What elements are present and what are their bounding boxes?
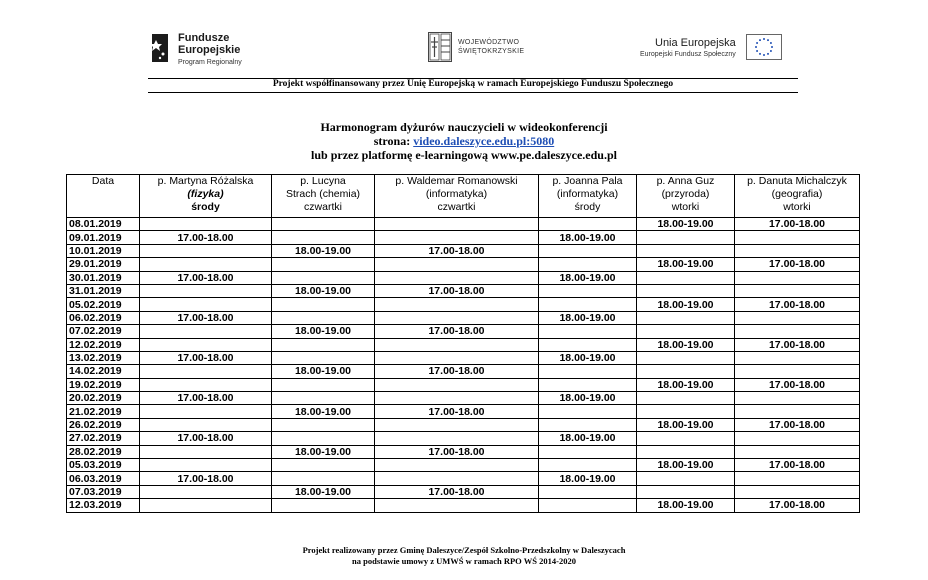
swietokrzyskie-crest-icon xyxy=(428,32,452,62)
date-cell: 08.01.2019 xyxy=(67,218,140,231)
duty-hours-cell xyxy=(140,298,272,311)
duty-hours-cell: 17.00-18.00 xyxy=(140,271,272,284)
heading-title: Harmonogram dyżurów nauczycieli w wideokonferencji xyxy=(320,120,608,134)
duty-hours-cell xyxy=(637,231,735,244)
duty-hours-cell xyxy=(272,271,375,284)
table-body xyxy=(67,218,860,513)
table-header-row xyxy=(67,175,860,218)
duty-hours-cell xyxy=(140,258,272,271)
duty-hours-cell: 18.00-19.00 xyxy=(637,418,735,431)
table-row xyxy=(67,244,860,257)
duty-hours-cell xyxy=(539,298,637,311)
duty-hours-cell: 17.00-18.00 xyxy=(140,351,272,364)
duty-hours-cell xyxy=(735,472,860,485)
table-row xyxy=(67,325,860,338)
duty-hours-cell xyxy=(637,311,735,324)
column-header-line: czwartki xyxy=(437,201,476,213)
eu-star xyxy=(763,38,765,40)
table-row xyxy=(67,284,860,297)
duty-hours-cell xyxy=(140,485,272,498)
duty-hours-cell xyxy=(637,432,735,445)
eu-star xyxy=(756,50,758,52)
duty-hours-cell xyxy=(637,445,735,458)
duty-hours-cell xyxy=(272,499,375,512)
duty-hours-cell xyxy=(140,325,272,338)
ue-logo-line2: Europejski Fundusz Społeczny xyxy=(640,50,736,58)
table-row xyxy=(67,231,860,244)
duty-hours-cell xyxy=(735,365,860,378)
duty-hours-cell xyxy=(272,392,375,405)
duty-hours-cell: 18.00-19.00 xyxy=(539,271,637,284)
column-header-line: p. Joanna Pala xyxy=(552,175,623,187)
duty-hours-cell xyxy=(272,231,375,244)
duty-hours-cell xyxy=(735,244,860,257)
logo-bar xyxy=(0,28,928,78)
duty-hours-cell xyxy=(539,258,637,271)
duty-hours-cell: 17.00-18.00 xyxy=(735,338,860,351)
date-cell: 13.02.2019 xyxy=(67,351,140,364)
duty-hours-cell xyxy=(735,405,860,418)
duty-hours-cell xyxy=(272,418,375,431)
duty-hours-cell xyxy=(735,271,860,284)
duty-hours-cell xyxy=(140,378,272,391)
date-cell: 28.02.2019 xyxy=(67,445,140,458)
duty-hours-cell xyxy=(539,378,637,391)
eu-star xyxy=(770,50,772,52)
eu-star xyxy=(759,39,761,41)
duty-hours-cell xyxy=(539,405,637,418)
duty-hours-cell xyxy=(375,218,539,231)
document-heading xyxy=(0,120,928,162)
duty-hours-cell: 17.00-18.00 xyxy=(735,298,860,311)
duty-hours-cell: 18.00-19.00 xyxy=(272,325,375,338)
duty-hours-cell xyxy=(272,311,375,324)
duty-hours-cell: 17.00-18.00 xyxy=(375,445,539,458)
column-header-line: (przyroda) xyxy=(661,188,710,200)
eu-star xyxy=(755,46,757,48)
duty-hours-cell xyxy=(539,284,637,297)
footer-line2: na podstawie umowy z UMWŚ w ramach RPO WŚ 2014-2020 xyxy=(352,556,576,566)
footer-line1: Projekt realizowany przez Gminę Daleszyce/Zespół Szkolno-Przedszkolny w Daleszycach xyxy=(302,545,626,555)
table-row xyxy=(67,258,860,271)
duty-hours-cell xyxy=(375,378,539,391)
duty-hours-cell xyxy=(272,351,375,364)
table-row xyxy=(67,338,860,351)
eu-flag-icon xyxy=(746,34,782,60)
duty-hours-cell xyxy=(539,218,637,231)
column-header xyxy=(67,175,140,218)
duty-hours-cell: 18.00-19.00 xyxy=(539,351,637,364)
duty-hours-cell xyxy=(539,418,637,431)
duty-hours-cell: 18.00-19.00 xyxy=(637,298,735,311)
date-cell: 19.02.2019 xyxy=(67,378,140,391)
duty-hours-cell: 17.00-18.00 xyxy=(375,244,539,257)
fe-logo-line2: Europejskie xyxy=(178,44,241,56)
heading-website-line xyxy=(0,134,928,148)
ue-logo-line1: Unia Europejska xyxy=(655,36,736,49)
duty-hours-cell xyxy=(272,378,375,391)
duty-hours-cell: 18.00-19.00 xyxy=(539,432,637,445)
duty-hours-cell: 18.00-19.00 xyxy=(539,231,637,244)
eu-star xyxy=(763,54,765,56)
column-header xyxy=(272,175,375,218)
duty-hours-cell: 18.00-19.00 xyxy=(539,311,637,324)
date-cell: 06.02.2019 xyxy=(67,311,140,324)
table-row xyxy=(67,351,860,364)
duty-hours-cell: 17.00-18.00 xyxy=(735,459,860,472)
date-cell: 07.03.2019 xyxy=(67,485,140,498)
table-row xyxy=(67,418,860,431)
duty-hours-cell xyxy=(637,485,735,498)
date-cell: 05.03.2019 xyxy=(67,459,140,472)
eu-star xyxy=(767,39,769,41)
swietokrzyskie-logo xyxy=(428,32,524,62)
eu-star xyxy=(759,53,761,55)
fundusze-europejskie-logo xyxy=(148,32,242,69)
duty-hours-cell xyxy=(375,432,539,445)
duty-hours-cell xyxy=(539,338,637,351)
duty-hours-cell xyxy=(140,338,272,351)
duty-hours-cell: 18.00-19.00 xyxy=(272,365,375,378)
duty-hours-cell xyxy=(735,392,860,405)
date-cell: 09.01.2019 xyxy=(67,231,140,244)
date-cell: 30.01.2019 xyxy=(67,271,140,284)
duty-hours-cell: 18.00-19.00 xyxy=(272,445,375,458)
duty-hours-cell xyxy=(735,485,860,498)
duty-hours-cell xyxy=(637,392,735,405)
duty-hours-cell xyxy=(375,338,539,351)
column-header-line: środy xyxy=(191,201,220,213)
duty-hours-cell: 17.00-18.00 xyxy=(735,499,860,512)
column-header-line: wtorki xyxy=(671,201,700,213)
column-header-line: Strach (chemia) xyxy=(285,188,361,200)
duty-hours-cell xyxy=(272,472,375,485)
table-row xyxy=(67,445,860,458)
eu-star xyxy=(770,42,772,44)
heading-platform-line: lub przez platformę e-learningową www.pe.daleszyce.edu.pl xyxy=(311,148,617,162)
duty-hours-cell xyxy=(637,365,735,378)
duty-hours-cell: 17.00-18.00 xyxy=(140,472,272,485)
duty-hours-cell xyxy=(272,338,375,351)
duty-hours-cell: 18.00-19.00 xyxy=(637,378,735,391)
duty-hours-cell xyxy=(375,258,539,271)
date-cell: 07.02.2019 xyxy=(67,325,140,338)
heading-website-prefix: strona: xyxy=(373,134,414,148)
header-bottom-rule xyxy=(148,92,798,93)
duty-hours-cell: 17.00-18.00 xyxy=(375,485,539,498)
duty-hours-cell: 18.00-19.00 xyxy=(637,218,735,231)
duty-hours-cell xyxy=(637,351,735,364)
column-header xyxy=(735,175,860,218)
duty-hours-cell: 17.00-18.00 xyxy=(375,284,539,297)
table-row xyxy=(67,405,860,418)
column-header xyxy=(140,175,272,218)
duty-hours-cell: 17.00-18.00 xyxy=(735,378,860,391)
column-header-line: wtorki xyxy=(783,201,811,213)
date-cell: 05.02.2019 xyxy=(67,298,140,311)
duty-hours-cell xyxy=(539,445,637,458)
eu-star xyxy=(767,53,769,55)
eu-star xyxy=(756,42,758,44)
duty-hours-cell xyxy=(272,258,375,271)
table-row xyxy=(67,378,860,391)
duty-hours-cell xyxy=(637,325,735,338)
column-header-line: środy xyxy=(574,201,601,213)
duty-hours-cell xyxy=(375,392,539,405)
date-cell: 14.02.2019 xyxy=(67,365,140,378)
duty-hours-cell xyxy=(735,351,860,364)
column-header-line: p. Danuta Michalczyk xyxy=(747,175,847,187)
column-header-line: p. Martyna Różalska xyxy=(157,175,254,187)
duty-hours-cell: 18.00-19.00 xyxy=(637,338,735,351)
duty-hours-cell xyxy=(140,499,272,512)
duty-hours-cell: 17.00-18.00 xyxy=(375,405,539,418)
duty-hours-cell xyxy=(140,405,272,418)
duty-hours-cell xyxy=(140,244,272,257)
sw-logo-line2: ŚWIĘTOKRZYSKIE xyxy=(458,48,525,55)
duty-hours-cell xyxy=(272,218,375,231)
duty-hours-cell xyxy=(735,284,860,297)
duty-hours-cell xyxy=(375,418,539,431)
document-footer xyxy=(0,545,928,567)
date-cell: 27.02.2019 xyxy=(67,432,140,445)
eu-star xyxy=(771,46,773,48)
table-row xyxy=(67,365,860,378)
duty-hours-cell: 18.00-19.00 xyxy=(272,244,375,257)
table-row xyxy=(67,218,860,231)
duty-hours-cell: 17.00-18.00 xyxy=(375,365,539,378)
duty-hours-cell xyxy=(375,298,539,311)
column-header xyxy=(375,175,539,218)
duty-hours-cell xyxy=(539,485,637,498)
table-row xyxy=(67,472,860,485)
duty-hours-cell xyxy=(375,499,539,512)
duty-hours-cell xyxy=(637,244,735,257)
duty-hours-cell: 18.00-19.00 xyxy=(637,499,735,512)
duty-hours-cell xyxy=(539,365,637,378)
fe-logo-line3: Program Regionalny xyxy=(178,59,242,66)
column-header-line: p. Lucyna xyxy=(300,175,346,187)
duty-hours-cell: 17.00-18.00 xyxy=(375,325,539,338)
duty-hours-cell xyxy=(375,311,539,324)
duty-hours-cell xyxy=(375,271,539,284)
duty-hours-cell xyxy=(272,432,375,445)
duty-hours-cell xyxy=(140,218,272,231)
cofinancing-note: Projekt współfinansowany przez Unię Europejską w ramach Europejskiego Funduszu Społecznego xyxy=(272,79,674,89)
duty-hours-cell: 18.00-19.00 xyxy=(272,485,375,498)
column-header-line: czwartki xyxy=(304,201,342,213)
duty-hours-cell xyxy=(735,325,860,338)
table-row xyxy=(67,459,860,472)
duty-hours-cell: 18.00-19.00 xyxy=(272,405,375,418)
duty-schedule-table xyxy=(66,174,860,513)
duty-hours-cell xyxy=(140,445,272,458)
unia-europejska-logo xyxy=(640,34,782,60)
duty-hours-cell: 17.00-18.00 xyxy=(140,432,272,445)
videoconference-link[interactable]: video.daleszyce.edu.pl:5080 xyxy=(413,134,555,148)
duty-hours-cell xyxy=(539,325,637,338)
table-row xyxy=(67,271,860,284)
duty-hours-cell xyxy=(735,231,860,244)
column-header-line: (fizyka) xyxy=(187,188,224,200)
duty-hours-cell: 17.00-18.00 xyxy=(140,311,272,324)
duty-hours-cell xyxy=(637,284,735,297)
sw-logo-line1: WOJEWÓDZTWO xyxy=(458,39,520,46)
duty-hours-cell xyxy=(735,311,860,324)
duty-hours-cell xyxy=(735,445,860,458)
duty-hours-cell xyxy=(140,459,272,472)
duty-hours-cell xyxy=(375,459,539,472)
date-cell: 12.02.2019 xyxy=(67,338,140,351)
duty-hours-cell xyxy=(375,351,539,364)
duty-hours-cell: 18.00-19.00 xyxy=(272,284,375,297)
column-header-line: (informatyka) xyxy=(556,188,619,200)
duty-hours-cell: 18.00-19.00 xyxy=(539,472,637,485)
duty-hours-cell xyxy=(637,271,735,284)
duty-hours-cell xyxy=(140,418,272,431)
date-cell: 21.02.2019 xyxy=(67,405,140,418)
column-header-line: Data xyxy=(91,175,115,187)
duty-hours-cell: 17.00-18.00 xyxy=(735,258,860,271)
date-cell: 12.03.2019 xyxy=(67,499,140,512)
duty-hours-cell: 18.00-19.00 xyxy=(539,392,637,405)
duty-hours-cell xyxy=(637,472,735,485)
table-row xyxy=(67,392,860,405)
table-row xyxy=(67,432,860,445)
duty-hours-cell xyxy=(272,298,375,311)
table-row xyxy=(67,485,860,498)
duty-hours-cell xyxy=(735,432,860,445)
column-header-line: p. Waldemar Romanowski xyxy=(395,175,518,187)
duty-hours-cell xyxy=(539,459,637,472)
column-header xyxy=(637,175,735,218)
table-row xyxy=(67,311,860,324)
duty-hours-cell xyxy=(539,499,637,512)
duty-hours-cell: 17.00-18.00 xyxy=(735,418,860,431)
duty-hours-cell xyxy=(140,365,272,378)
duty-hours-cell xyxy=(539,244,637,257)
date-cell: 29.01.2019 xyxy=(67,258,140,271)
fundusze-europejskie-star-icon xyxy=(148,32,174,64)
duty-hours-cell: 18.00-19.00 xyxy=(637,459,735,472)
duty-hours-cell: 17.00-18.00 xyxy=(735,218,860,231)
column-header xyxy=(539,175,637,218)
duty-hours-cell: 17.00-18.00 xyxy=(140,231,272,244)
date-cell: 31.01.2019 xyxy=(67,284,140,297)
date-cell: 20.02.2019 xyxy=(67,392,140,405)
date-cell: 10.01.2019 xyxy=(67,244,140,257)
date-cell: 06.03.2019 xyxy=(67,472,140,485)
column-header-line: p. Anna Guz xyxy=(656,175,715,187)
column-header-line: (geografia) xyxy=(771,188,823,200)
duty-hours-cell xyxy=(272,459,375,472)
duty-hours-cell xyxy=(637,405,735,418)
date-cell: 26.02.2019 xyxy=(67,418,140,431)
duty-hours-cell xyxy=(140,284,272,297)
column-header-line: (informatyka) xyxy=(425,188,488,200)
duty-hours-cell xyxy=(375,472,539,485)
fe-logo-line1: Fundusze xyxy=(178,32,230,44)
duty-hours-cell: 17.00-18.00 xyxy=(140,392,272,405)
table-row xyxy=(67,298,860,311)
duty-hours-cell xyxy=(375,231,539,244)
duty-hours-cell: 18.00-19.00 xyxy=(637,258,735,271)
table-row xyxy=(67,499,860,512)
